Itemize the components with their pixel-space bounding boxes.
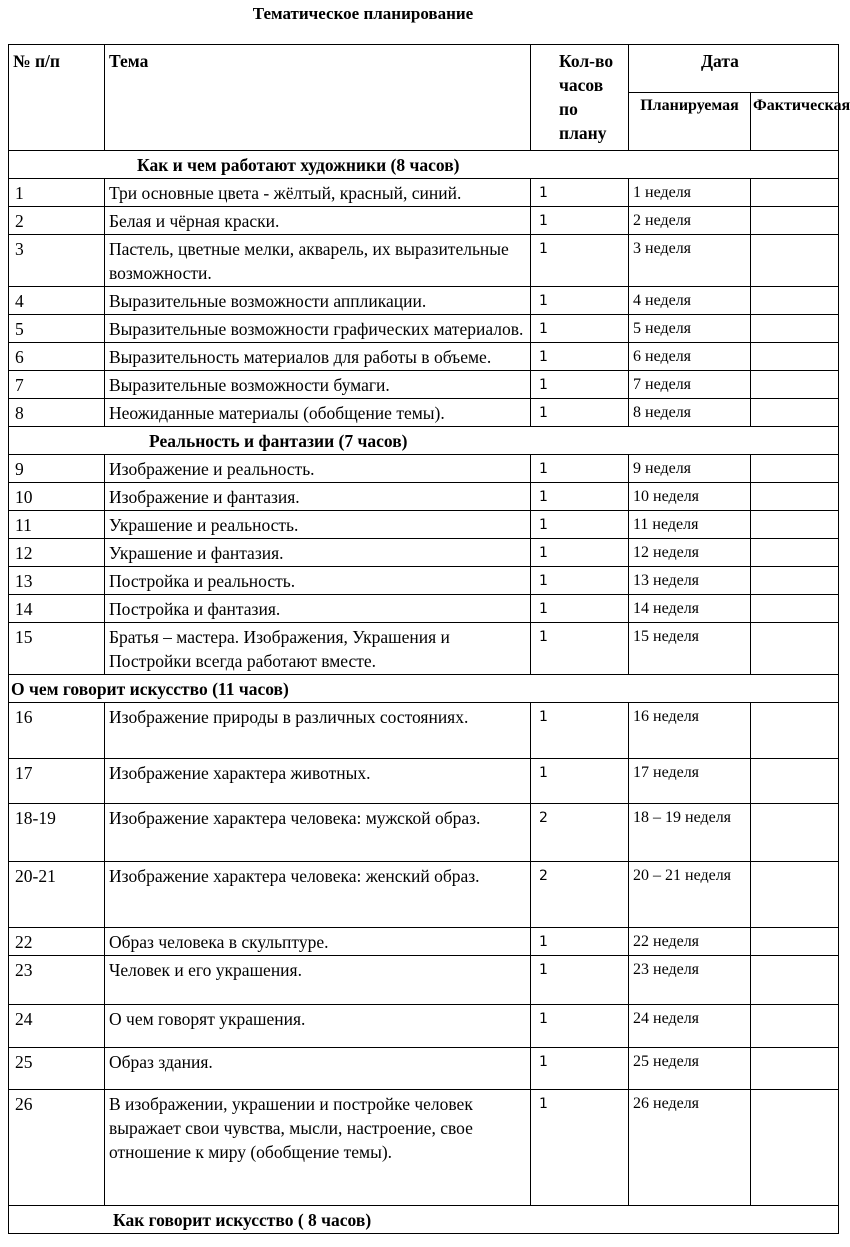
row-actual-date — [751, 511, 839, 539]
table-row — [9, 235, 839, 287]
table-row — [9, 1090, 839, 1206]
row-topic: Три основные цвета - жёлтый, красный, синий. — [105, 179, 531, 207]
table-row — [9, 862, 839, 928]
table-row — [9, 595, 839, 623]
row-number: 9 — [9, 455, 105, 483]
row-number: 1 — [9, 179, 105, 207]
row-planned-date: 4 неделя — [629, 287, 751, 315]
row-hours: 1 — [531, 287, 629, 315]
row-hours: 1 — [531, 703, 629, 759]
table-row — [9, 483, 839, 511]
row-actual-date — [751, 343, 839, 371]
row-actual-date — [751, 1048, 839, 1090]
table-row — [9, 928, 839, 956]
planning-table — [8, 44, 850, 1234]
row-topic: Изображение характера человека: мужской образ. — [105, 804, 531, 862]
row-topic: Изображение и реальность. — [105, 455, 531, 483]
table-row — [9, 179, 839, 207]
row-number: 15 — [9, 623, 105, 675]
row-actual-date — [751, 595, 839, 623]
row-topic: Изображение характера человека: женский образ. — [105, 862, 531, 928]
row-planned-date: 3 неделя — [629, 235, 751, 287]
row-actual-date — [751, 207, 839, 235]
row-actual-date — [751, 928, 839, 956]
row-actual-date — [751, 703, 839, 759]
row-planned-date: 10 неделя — [629, 483, 751, 511]
table-row — [9, 511, 839, 539]
section-row — [9, 675, 839, 703]
row-planned-date: 25 неделя — [629, 1048, 751, 1090]
row-actual-date — [751, 623, 839, 675]
header-planned: Планируемая — [629, 93, 751, 151]
row-topic: Пастель, цветные мелки, акварель, их выразительные возможности. — [105, 235, 531, 287]
table-row — [9, 455, 839, 483]
row-hours: 1 — [531, 371, 629, 399]
section-row — [9, 151, 839, 179]
table-row — [9, 956, 839, 1005]
row-hours: 1 — [531, 595, 629, 623]
row-number: 13 — [9, 567, 105, 595]
row-actual-date — [751, 1090, 839, 1206]
row-topic: Образ человека в скульптуре. — [105, 928, 531, 956]
row-topic: Белая и чёрная краски. — [105, 207, 531, 235]
row-topic: Выразительные возможности графических материалов. — [105, 315, 531, 343]
row-hours: 1 — [531, 1048, 629, 1090]
table-row — [9, 567, 839, 595]
table-row — [9, 1005, 839, 1048]
row-planned-date: 15 неделя — [629, 623, 751, 675]
row-actual-date — [751, 179, 839, 207]
row-actual-date — [751, 956, 839, 1005]
row-actual-date — [751, 1005, 839, 1048]
table-row — [9, 804, 839, 862]
section-title: О чем говорит искусство (11 часов) — [9, 675, 839, 703]
row-hours: 1 — [531, 1005, 629, 1048]
row-hours: 1 — [531, 235, 629, 287]
row-number: 11 — [9, 511, 105, 539]
row-number: 6 — [9, 343, 105, 371]
row-topic: Изображение природы в различных состояниях. — [105, 703, 531, 759]
row-hours: 1 — [531, 511, 629, 539]
header-actual: Фактическая — [751, 93, 839, 151]
row-actual-date — [751, 315, 839, 343]
row-number: 10 — [9, 483, 105, 511]
table-row — [9, 371, 839, 399]
section-title: Как и чем работают художники (8 часов) — [9, 151, 839, 179]
table-row — [9, 287, 839, 315]
row-hours: 2 — [531, 862, 629, 928]
row-planned-date: 16 неделя — [629, 703, 751, 759]
section-row — [9, 427, 839, 455]
table-row — [9, 1048, 839, 1090]
table-body — [9, 151, 839, 1234]
row-planned-date: 13 неделя — [629, 567, 751, 595]
row-topic: Изображение и фантазия. — [105, 483, 531, 511]
row-hours: 1 — [531, 928, 629, 956]
row-hours: 1 — [531, 455, 629, 483]
row-actual-date — [751, 399, 839, 427]
row-planned-date: 17 неделя — [629, 759, 751, 804]
section-title: Реальность и фантазии (7 часов) — [9, 427, 839, 455]
row-number: 7 — [9, 371, 105, 399]
header-hours: Кол-во часов по плану — [531, 45, 629, 151]
row-actual-date — [751, 804, 839, 862]
row-hours: 1 — [531, 1090, 629, 1206]
row-planned-date: 12 неделя — [629, 539, 751, 567]
row-hours: 1 — [531, 567, 629, 595]
row-number: 5 — [9, 315, 105, 343]
row-actual-date — [751, 371, 839, 399]
row-hours: 1 — [531, 539, 629, 567]
header-topic: Тема — [105, 45, 531, 151]
row-number: 26 — [9, 1090, 105, 1206]
row-hours: 1 — [531, 623, 629, 675]
header-date: Дата — [629, 45, 839, 93]
row-topic: Образ здания. — [105, 1048, 531, 1090]
table-row — [9, 759, 839, 804]
table-row — [9, 207, 839, 235]
row-planned-date: 5 неделя — [629, 315, 751, 343]
table-row — [9, 539, 839, 567]
row-actual-date — [751, 287, 839, 315]
row-hours: 1 — [531, 759, 629, 804]
row-actual-date — [751, 567, 839, 595]
row-number: 23 — [9, 956, 105, 1005]
row-hours: 1 — [531, 956, 629, 1005]
row-planned-date: 2 неделя — [629, 207, 751, 235]
row-topic: Изображение характера животных. — [105, 759, 531, 804]
row-actual-date — [751, 539, 839, 567]
section-title: Как говорит искусство ( 8 часов) — [9, 1206, 839, 1234]
row-topic: Братья – мастера. Изображения, Украшения и Постройки всегда работают вместе. — [105, 623, 531, 675]
row-topic: Украшение и фантазия. — [105, 539, 531, 567]
row-number: 12 — [9, 539, 105, 567]
row-planned-date: 6 неделя — [629, 343, 751, 371]
row-topic: Выразительные возможности аппликации. — [105, 287, 531, 315]
row-number: 20-21 — [9, 862, 105, 928]
row-planned-date: 1 неделя — [629, 179, 751, 207]
row-actual-date — [751, 455, 839, 483]
table-row — [9, 343, 839, 371]
row-number: 2 — [9, 207, 105, 235]
row-number: 24 — [9, 1005, 105, 1048]
row-topic: Выразительные возможности бумаги. — [105, 371, 531, 399]
table-row — [9, 703, 839, 759]
row-topic: Человек и его украшения. — [105, 956, 531, 1005]
row-planned-date: 7 неделя — [629, 371, 751, 399]
row-number: 8 — [9, 399, 105, 427]
row-topic: Украшение и реальность. — [105, 511, 531, 539]
row-planned-date: 20 – 21 неделя — [629, 862, 751, 928]
row-actual-date — [751, 862, 839, 928]
row-number: 4 — [9, 287, 105, 315]
row-number: 3 — [9, 235, 105, 287]
row-hours: 1 — [531, 315, 629, 343]
row-number: 17 — [9, 759, 105, 804]
table-row — [9, 623, 839, 675]
row-planned-date: 23 неделя — [629, 956, 751, 1005]
row-hours: 1 — [531, 343, 629, 371]
section-row — [9, 1206, 839, 1234]
row-number: 14 — [9, 595, 105, 623]
row-actual-date — [751, 235, 839, 287]
row-topic: Выразительность материалов для работы в объеме. — [105, 343, 531, 371]
row-topic: Постройка и реальность. — [105, 567, 531, 595]
row-topic: В изображении, украшении и постройке человек выражает свои чувства, мысли, настроение, свое отношение к миру (обобщение темы). — [105, 1090, 531, 1206]
row-hours: 1 — [531, 207, 629, 235]
row-hours: 2 — [531, 804, 629, 862]
row-number: 22 — [9, 928, 105, 956]
page-title-text: Тематическое планирование — [252, 4, 474, 23]
row-hours: 1 — [531, 179, 629, 207]
row-planned-date: 26 неделя — [629, 1090, 751, 1206]
row-number: 18-19 — [9, 804, 105, 862]
table-row — [9, 315, 839, 343]
row-planned-date: 24 неделя — [629, 1005, 751, 1048]
row-actual-date — [751, 483, 839, 511]
row-actual-date — [751, 759, 839, 804]
row-topic: Постройка и фантазия. — [105, 595, 531, 623]
row-planned-date: 14 неделя — [629, 595, 751, 623]
row-planned-date: 9 неделя — [629, 455, 751, 483]
row-topic: Неожиданные материалы (обобщение темы). — [105, 399, 531, 427]
row-planned-date: 18 – 19 неделя — [629, 804, 751, 862]
table-row — [9, 399, 839, 427]
row-number: 16 — [9, 703, 105, 759]
row-planned-date: 22 неделя — [629, 928, 751, 956]
row-number: 25 — [9, 1048, 105, 1090]
row-hours: 1 — [531, 483, 629, 511]
row-planned-date: 11 неделя — [629, 511, 751, 539]
row-planned-date: 8 неделя — [629, 399, 751, 427]
row-hours: 1 — [531, 399, 629, 427]
page-title — [0, 4, 816, 24]
row-topic: О чем говорят украшения. — [105, 1005, 531, 1048]
header-num: № п/п — [9, 45, 105, 151]
